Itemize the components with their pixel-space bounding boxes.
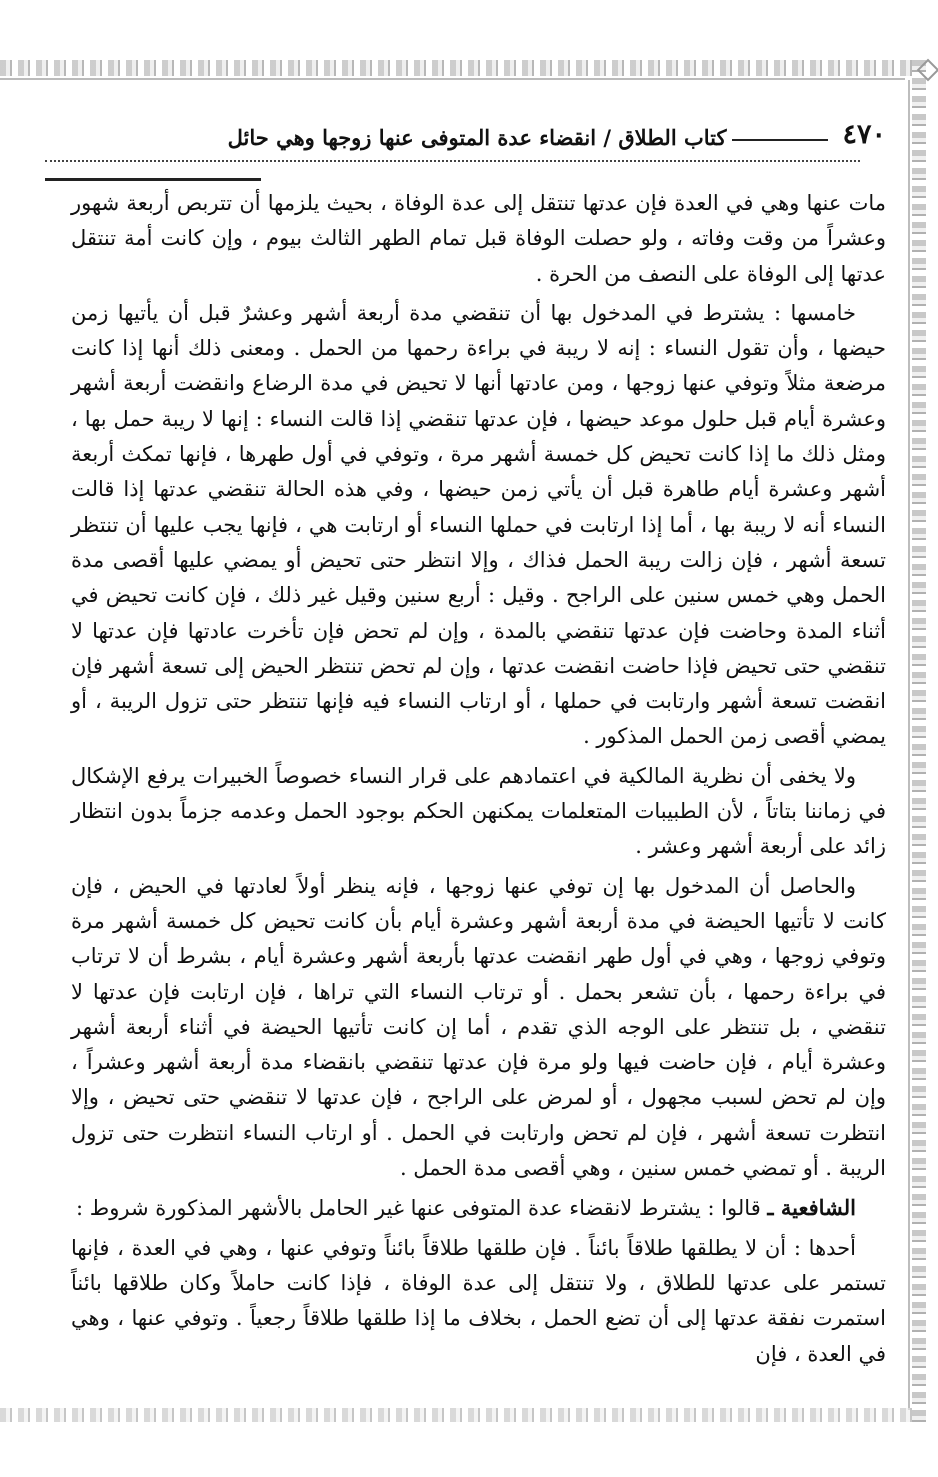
paragraph-4: والحاصل أن المدخول بها إن توفي عنها زوجها ، فإنه ينظر أولاً لعادتها في الحيض ، فإن كانت لا تأتيها الحيضة في مدة أربعة أشهر وعشرة أيام بأن كانت تحيض كل خمسة أشهر مرة وتوفي زوجها ، وهي في أول طهر انقضت عدتها بأربعة أشهر وعشرة أيام ، بشرط أن لا ترتاب في براءة رحمها ، بأن تشعر بحمل . أو ترتاب النساء التي تراها ، فإن ارتابت فإن عدتها لا تنقضي ، بل تنتظر على الوجه الذي تقدم ، أما إن كانت تأتيها الحيضة في أثناء أربعة أشهر وعشرة أيام ، فإن حاضت فيها ولو مرة فإن عدتها تنقضي بانقضاء مدة أربعة أشهر وعشراً ، وإن لم تحض لسبب مجهول ، أو لمرض على الراجح ، فإن عدتها لا تنقضي حتى تحيض ، وإلا انتظرت تسعة أشهر ، فإن لم تحض وارتابت في الحمل . أو ارتاب النساء انتظرت حتى تزول الريبة . أو تمضي خمس سنين ، وهي أقصى مدة الحمل .: [71, 873, 886, 1181]
decorative-border-right-line: [908, 80, 910, 1410]
decorative-border-right: [912, 60, 926, 1422]
paragraph-2: خامسها : يشترط في المدخول بها أن تنقضي مدة أربعة أشهر وعشرٌ قبل أن يأتيها زمن حيضها ، وأن تقول النساء : إنه لا ريبة في براءة رحمها من الحمل . ومعنى ذلك أنها إذا كانت مرضعة مثلاً وتوفي عنها زوجها ، ومن عادتها أنها لا تحيض في مدة الرضاع وانقضت أربعة أشهر وعشرة أيام قبل حلول موعد حيضها ، فإن عدتها تنقضي إذا قالت النساء : إنها لا ريبة حمل بها ، ومثل ذلك ما إذا كانت تحيض كل خمسة أشهر مرة ، وتوفي في أول طهرها ، فإنها تمكث أربعة أشهر وعشرة أيام طاهرة قبل أن يأتي زمن حيضها ، وفي هذه الحالة تنقضي عدتها إذا قالت النساء أنه لا ريبة بها ، أما إذا ارتابت في حملها النساء أو ارتابت هي ، فإنها يجب عليها أن تنتظر تسعة أشهر ، فإن زالت ريبة الحمل فذاك ، وإلا انتظر حتى تحيض أو يمضي عليها أقصى مدة الحمل وهي خمس سنين على الراجح . وقيل : أربع سنين وقيل غير ذلك ، فإن كانت تحيض في أثناء المدة وحاضت فإن عدتها تنقضي بالمدة ، وإن لم تحض فإن تأخرت عادتها فإن عدتها لا تنقضي حتى تحيض فإذا حاضت انقضت عدتها ، وإن لم تحض تنتظر الحيض إلى تسعة أشهر فإن انقضت تسعة أشهر وارتابت في حملها ، أو ارتاب النساء فيه فإنها تنتظر حتى تزول الريبة ، أو يمضي أقصى زمن الحمل المذكور .: [71, 300, 886, 749]
paragraph-5-text: قالوا : يشترط لانقضاء عدة المتوفى عنها غير الحامل بالأشهر المذكورة شروط :: [76, 1196, 768, 1221]
header-dash-line: [732, 139, 828, 141]
paragraph-1: مات عنها وهي في العدة فإن عدتها تنتقل إلى عدة الوفاة ، بحيث يلزمها أن تتربص أربعة شهور وعشراً من وقت وفاته ، ولو حصلت الوفاة قبل تمام الطهر الثالث بيوم ، وإن كانت أمة تنتقل عدتها إلى الوفاة على النصف من الحرة .: [71, 191, 886, 286]
page-number: ٤٧٠: [842, 119, 886, 150]
decorative-border-top: [0, 60, 912, 76]
page-header: [71, 108, 886, 150]
school-heading: الشافعية ـ: [767, 1195, 856, 1221]
running-title: كتاب الطلاق / انقضاء عدة المتوفى عنها زوجها وهي حائل: [227, 124, 727, 150]
header-dotted-rule: [45, 160, 860, 162]
decorative-border-top-line: [0, 78, 905, 80]
page-body: [71, 186, 886, 1372]
decorative-border-bottom: [0, 1408, 912, 1422]
paragraph-5: [71, 1190, 886, 1226]
header-short-rule: [45, 178, 261, 181]
paragraph-6: أحدها : أن لا يطلقها طلاقاً بائناً . فإن طلقها طلاقاً بائناً وتوفي عنها ، وهي في العدة ، فإنها تستمر على عدتها للطلاق ، ولا تنتقل إلى عدة الوفاة ، فإذا كانت حاملاً وكان طلاقها بائناً استمرت نفقة عدتها إلى أن تضع الحمل ، بخلاف ما إذا طلقها طلاقاً رجعياً . وتوفي عنها ، وهي في العدة ، فإن: [71, 1235, 886, 1366]
paragraph-3: ولا يخفى أن نظرية المالكية في اعتمادهم على قرار النساء خصوصاً الخبيرات يرفع الإشكال في زماننا بتاتاً ، لأن الطبيبات المتعلمات يمكنهن الحكم بوجود الحمل وعدمه جزماً بدون انتظار زائد على أربعة أشهر وعشر .: [71, 763, 886, 859]
